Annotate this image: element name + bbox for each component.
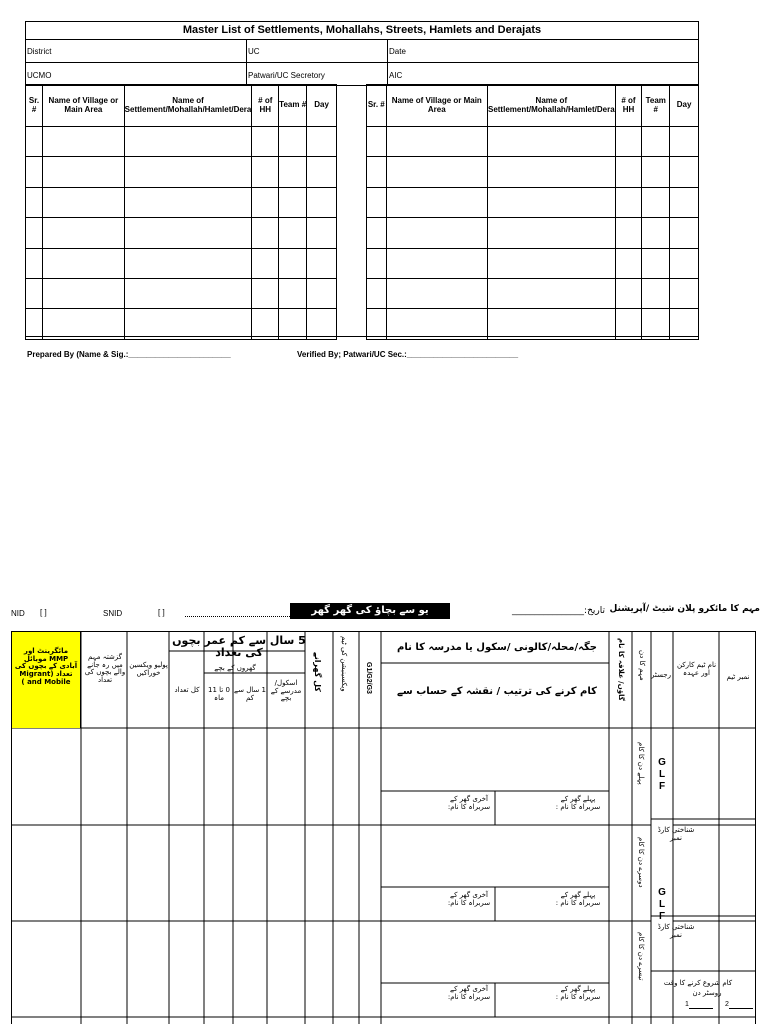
register-header: رجسٹر	[651, 671, 671, 679]
roster-line-2[interactable]	[729, 1008, 753, 1009]
table-cell[interactable]	[642, 157, 670, 187]
total-children-header: کل تعداد	[174, 686, 200, 694]
table-row	[26, 127, 337, 157]
table-cell[interactable]	[252, 218, 279, 248]
table-row	[26, 309, 337, 339]
table-cell[interactable]	[615, 248, 642, 278]
col-day: Day	[307, 85, 337, 127]
table-cell[interactable]	[124, 187, 252, 217]
col-hh: # of HH	[252, 85, 279, 127]
table-cell[interactable]	[670, 127, 699, 157]
table-row	[367, 309, 699, 339]
missed-children-header: گزشتہ مہم میں رہ جانے والے بچوں کی تعداد	[84, 653, 126, 685]
table-cell[interactable]	[307, 157, 337, 187]
table-cell[interactable]	[252, 278, 279, 308]
table-cell[interactable]	[487, 157, 615, 187]
table-cell[interactable]	[124, 278, 252, 308]
day3-label: تیسرے دن کا کام	[637, 932, 645, 981]
village-name-header: گاؤں/ علاقہ کا نام	[617, 638, 625, 701]
table-cell[interactable]	[642, 278, 670, 308]
last-house-head[interactable]: آخری گھر کے سربراہ کا نام:	[447, 795, 491, 811]
campaign-highlight: یو سے بچاؤ کی گھر گھر	[290, 603, 450, 619]
patwari-field[interactable]: Patwari/UC Secretory	[247, 63, 388, 85]
house-children-header: گھروں کے بچے	[214, 664, 256, 672]
last-house-head[interactable]: آخری گھر کے سربراہ کا نام:	[447, 985, 491, 1001]
table-cell[interactable]	[26, 278, 43, 308]
school-children-header: اسکول/ مدرسے کے بچے	[270, 679, 302, 703]
glf-label: G L F	[658, 757, 666, 792]
table-row	[26, 218, 337, 248]
table-row	[26, 278, 337, 308]
first-house-head[interactable]: پہلے گھر کے سربراہ کا نام :	[555, 985, 601, 1001]
nid-label: NID	[11, 609, 25, 618]
table-cell[interactable]	[670, 218, 699, 248]
table-row	[367, 278, 699, 308]
prepared-by[interactable]: Prepared By (Name & Sig.:_______________________	[27, 350, 231, 359]
table-cell[interactable]	[367, 157, 387, 187]
table-cell[interactable]	[279, 157, 307, 187]
roster-number-1: 1	[685, 1001, 689, 1008]
table-cell[interactable]	[386, 248, 487, 278]
table-row	[367, 127, 699, 157]
migrant-column-header: مائگرینٹ اور MMP موبائل آبادی کے بچوں کی تعداد (Migrant and Mobile )	[14, 647, 78, 686]
table-cell[interactable]	[615, 309, 642, 339]
verified-by[interactable]: Verified By; Patwari/UC Sec.:_________________________	[297, 350, 519, 359]
table-cell[interactable]	[367, 248, 387, 278]
table-cell[interactable]	[386, 187, 487, 217]
master-table-left	[25, 84, 337, 340]
table-row	[367, 218, 699, 248]
total-houses-header: کل گھرانے	[313, 652, 322, 692]
g-category-header: G1/G2/G3	[365, 662, 372, 694]
table-cell[interactable]	[279, 309, 307, 339]
master-table-right	[366, 84, 699, 340]
master-list-title: Master List of Settlements, Mohallahs, Streets, Hamlets and Derajats	[26, 22, 698, 40]
table-cell[interactable]	[43, 278, 125, 308]
age-0-11-header: 0 تا 11 ماہ	[208, 686, 230, 702]
table-cell[interactable]	[26, 218, 43, 248]
id-card-label: شناختی کارڈ نمبر	[657, 826, 695, 842]
table-cell[interactable]	[43, 218, 125, 248]
col-team: Team #	[279, 85, 307, 127]
micro-plan-grid	[11, 631, 756, 1024]
table-cell[interactable]	[487, 248, 615, 278]
table-cell[interactable]	[252, 187, 279, 217]
table-cell[interactable]	[252, 157, 279, 187]
campaign-day-header: مہم کا دن	[638, 650, 646, 681]
sheet-title: مہم کا مائکرو پلان شیٹ /آپریشنل	[609, 604, 760, 614]
age-1-5-header: 1 سال سے کم	[234, 686, 266, 702]
table-cell[interactable]	[615, 157, 642, 187]
area-name-header: جگہ/محلہ/کالونی /سکول یا مدرسہ کا نام	[397, 642, 597, 653]
vaccination-team-header: ویکسینیشن کی ٹیم	[340, 636, 348, 692]
table-cell[interactable]	[279, 127, 307, 157]
table-row	[367, 187, 699, 217]
table-cell[interactable]	[367, 309, 387, 339]
nid-value[interactable]: [ ]	[40, 608, 47, 617]
table-cell[interactable]	[615, 218, 642, 248]
table-row	[26, 187, 337, 217]
table-cell[interactable]	[642, 218, 670, 248]
table-cell[interactable]	[307, 278, 337, 308]
first-house-head[interactable]: پہلے گھر کے سربراہ کا نام :	[555, 891, 601, 907]
table-cell[interactable]	[279, 278, 307, 308]
table-row	[26, 248, 337, 278]
team-worker-header: نام ٹیم کارکن اور عہدہ	[676, 661, 717, 677]
col-settlement: Name of Settlement/Mohallah/Hamlet/Dera	[124, 85, 252, 127]
col-day: Day	[670, 85, 699, 127]
table-cell[interactable]	[307, 309, 337, 339]
table-cell[interactable]	[124, 218, 252, 248]
date-line[interactable]: تاریخ:________________	[512, 606, 605, 616]
table-cell[interactable]	[26, 157, 43, 187]
col-sr: Sr. #	[367, 85, 387, 127]
table-cell[interactable]	[307, 127, 337, 157]
first-house-head[interactable]: پہلے گھر کے سربراہ کا نام :	[555, 795, 601, 811]
area-order-header: کام کرنے کی ترتیب / نقشہ کے حساب سے	[397, 686, 597, 697]
last-house-head[interactable]: آخری گھر کے سربراہ کا نام:	[447, 891, 491, 907]
table-cell[interactable]	[279, 248, 307, 278]
table-row	[26, 157, 337, 187]
col-village: Name of Village or Main Area	[386, 85, 487, 127]
name-line[interactable]	[185, 616, 290, 617]
table-cell[interactable]	[615, 187, 642, 217]
table-cell[interactable]	[487, 278, 615, 308]
team-number-header: نمبر ٹیم	[726, 673, 750, 681]
table-cell[interactable]	[43, 309, 125, 339]
table-row	[367, 248, 699, 278]
table-cell[interactable]	[124, 248, 252, 278]
table-cell[interactable]	[26, 309, 43, 339]
table-cell[interactable]	[487, 218, 615, 248]
table-cell[interactable]	[386, 309, 487, 339]
table-cell[interactable]	[670, 278, 699, 308]
table-cell[interactable]	[43, 157, 125, 187]
table-cell[interactable]	[386, 127, 487, 157]
table-cell[interactable]	[642, 187, 670, 217]
table-cell[interactable]	[279, 187, 307, 217]
snid-value[interactable]: [ ]	[158, 608, 165, 617]
table-row	[367, 157, 699, 187]
table-cell[interactable]	[367, 278, 387, 308]
table-cell[interactable]	[252, 127, 279, 157]
table-cell[interactable]	[252, 309, 279, 339]
district-field[interactable]: District	[26, 40, 247, 62]
table-cell[interactable]	[124, 127, 252, 157]
table-cell[interactable]	[642, 248, 670, 278]
polio-doses-header: پولیو ویکسین خوراکیں	[129, 661, 168, 677]
table-cell[interactable]	[367, 218, 387, 248]
aic-field[interactable]: AIC	[389, 71, 403, 80]
table-cell[interactable]	[367, 187, 387, 217]
roster-line-1[interactable]	[689, 1008, 713, 1009]
table-cell[interactable]	[124, 157, 252, 187]
table-cell[interactable]	[386, 157, 487, 187]
table-cell[interactable]	[386, 278, 487, 308]
table-cell[interactable]	[307, 218, 337, 248]
under5-header: 5 سال سے کم عمر بچوں کی تعداد	[172, 634, 306, 660]
table-cell[interactable]	[670, 157, 699, 187]
ucmo-field[interactable]: UCMO	[26, 63, 247, 85]
col-settlement: Name of Settlement/Mohallah/Hamlet/Dera	[487, 85, 615, 127]
table-cell[interactable]	[670, 248, 699, 278]
table-cell[interactable]	[43, 187, 125, 217]
table-cell[interactable]	[615, 278, 642, 308]
glf-label: G L F	[658, 887, 666, 922]
col-team: Team #	[642, 85, 670, 127]
day2-label: دوسرے دن کا کام	[637, 837, 645, 888]
table-cell[interactable]	[642, 127, 670, 157]
id-card-label: شناختی کارڈ نمبر	[657, 923, 695, 939]
table-cell[interactable]	[615, 127, 642, 157]
col-sr: Sr. #	[26, 85, 43, 127]
table-cell[interactable]	[487, 187, 615, 217]
table-cell[interactable]	[43, 127, 125, 157]
roster-day-label: روسٹر دن	[692, 989, 722, 997]
table-cell[interactable]	[26, 248, 43, 278]
table-cell[interactable]	[307, 248, 337, 278]
col-hh: # of HH	[615, 85, 642, 127]
uc-field[interactable]: UC	[247, 40, 388, 62]
col-village: Name of Village or Main Area	[43, 85, 125, 127]
table-cell[interactable]	[279, 218, 307, 248]
date-field[interactable]: Date	[389, 47, 406, 56]
table-cell[interactable]	[386, 218, 487, 248]
table-cell[interactable]	[43, 248, 125, 278]
table-cell[interactable]	[670, 309, 699, 339]
roster-number-2: 2	[725, 1001, 729, 1008]
table-cell[interactable]	[642, 309, 670, 339]
table-cell[interactable]	[26, 127, 43, 157]
table-cell[interactable]	[26, 187, 43, 217]
table-cell[interactable]	[670, 187, 699, 217]
table-cell[interactable]	[367, 127, 387, 157]
snid-label: SNID	[103, 609, 123, 618]
table-cell[interactable]	[124, 309, 252, 339]
table-cell[interactable]	[307, 187, 337, 217]
table-cell[interactable]	[252, 248, 279, 278]
day1-label: پہلے دن کا کام	[637, 742, 645, 785]
table-cell[interactable]	[487, 309, 615, 339]
start-time-label: کام شروع کرنے کا وقت	[663, 979, 733, 987]
table-cell[interactable]	[487, 127, 615, 157]
